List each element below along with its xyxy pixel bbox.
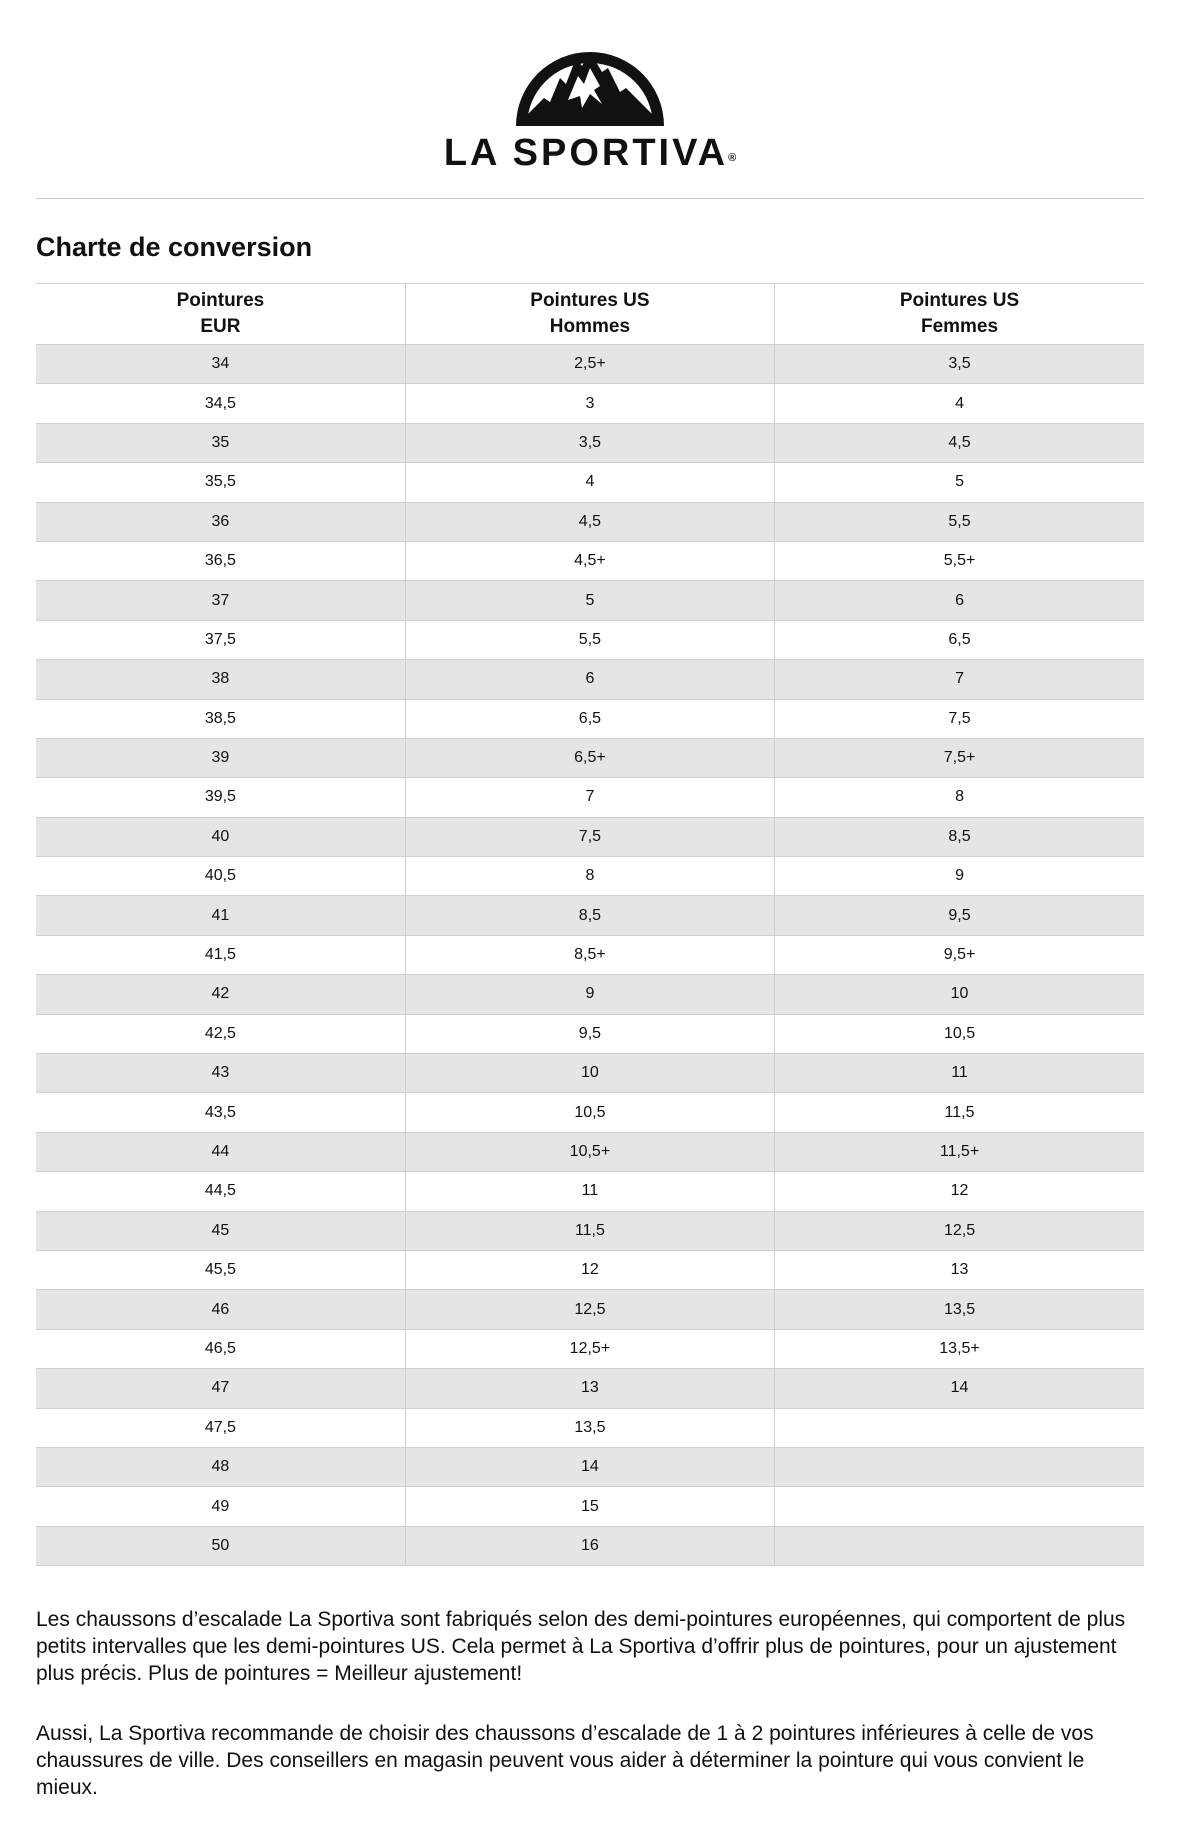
table-body: [36, 345, 1144, 1566]
table-row: [36, 1447, 1144, 1486]
cell-us-women: 13,5: [775, 1290, 1144, 1329]
cell-us-women: 9: [775, 857, 1144, 896]
cell-us-men: 7,5: [405, 817, 774, 856]
cell-us-women: [775, 1487, 1144, 1526]
cell-us-women: 12: [775, 1172, 1144, 1211]
cell-us-women: 9,5+: [775, 935, 1144, 974]
cell-eur: 36: [36, 502, 405, 541]
cell-eur: 47,5: [36, 1408, 405, 1447]
cell-us-women: 11,5: [775, 1093, 1144, 1132]
cell-eur: 45: [36, 1211, 405, 1250]
cell-eur: 35: [36, 423, 405, 462]
cell-eur: 37: [36, 581, 405, 620]
note-paragraph-half-sizes: Les chaussons d’escalade La Sportiva sont fabriqués selon des demi-pointures européennes, qui comportent de plus petits intervalles que les demi-pointures US. Cela permet à La Sportiva d’offrir plus de pointures, pour un ajustement plus précis. Plus de pointures = Meilleur ajustement!: [36, 1608, 1126, 1685]
cell-eur: 50: [36, 1526, 405, 1565]
cell-us-men: 8: [405, 857, 774, 896]
mountain-logo-icon: [510, 38, 670, 128]
cell-eur: 44,5: [36, 1172, 405, 1211]
cell-us-men: 11,5: [405, 1211, 774, 1250]
cell-eur: 35,5: [36, 463, 405, 502]
cell-us-men: 2,5+: [405, 345, 774, 384]
cell-us-men: 8,5: [405, 896, 774, 935]
cell-us-men: 9,5: [405, 1014, 774, 1053]
table-row: [36, 1132, 1144, 1171]
table-row: [36, 975, 1144, 1014]
table-row: [36, 738, 1144, 777]
table-row: [36, 581, 1144, 620]
cell-eur: 39,5: [36, 778, 405, 817]
cell-us-women: 6: [775, 581, 1144, 620]
table-row: [36, 1250, 1144, 1289]
cell-eur: 37,5: [36, 620, 405, 659]
cell-eur: 46,5: [36, 1329, 405, 1368]
cell-us-men: 6: [405, 660, 774, 699]
note-paragraph-recommendation: Aussi, La Sportiva recommande de choisir des chaussons d’escalade de 1 à 2 pointures inférieures à celle de vos chaussures de ville. Des conseillers en magasin peuvent vous aider à déterminer la pointure qui vous convient le mieux.: [36, 1722, 1094, 1799]
cell-us-men: 13,5: [405, 1408, 774, 1447]
table-row: [36, 1369, 1144, 1408]
cell-eur: 42,5: [36, 1014, 405, 1053]
cell-us-men: 5: [405, 581, 774, 620]
size-conversion-table: [36, 283, 1144, 1566]
cell-us-men: 9: [405, 975, 774, 1014]
cell-us-women: 7,5: [775, 699, 1144, 738]
cell-eur: 40,5: [36, 857, 405, 896]
cell-us-women: 11,5+: [775, 1132, 1144, 1171]
cell-us-men: 3,5: [405, 423, 774, 462]
cell-us-women: 9,5: [775, 896, 1144, 935]
table-header-row: [36, 284, 1144, 345]
cell-eur: 43: [36, 1054, 405, 1093]
cell-us-women: 8: [775, 778, 1144, 817]
cell-us-men: 14: [405, 1447, 774, 1486]
cell-eur: 41: [36, 896, 405, 935]
cell-eur: 41,5: [36, 935, 405, 974]
table-row: [36, 857, 1144, 896]
table-row: [36, 896, 1144, 935]
table-row: [36, 1014, 1144, 1053]
table-row: [36, 1487, 1144, 1526]
table-row: [36, 423, 1144, 462]
cell-us-men: 13: [405, 1369, 774, 1408]
table-row: [36, 1329, 1144, 1368]
cell-us-women: 8,5: [775, 817, 1144, 856]
cell-us-men: 6,5+: [405, 738, 774, 777]
cell-us-women: 5: [775, 463, 1144, 502]
cell-us-men: 4,5+: [405, 541, 774, 580]
cell-us-men: 8,5+: [405, 935, 774, 974]
cell-us-men: 10,5+: [405, 1132, 774, 1171]
cell-us-men: 4,5: [405, 502, 774, 541]
table-row: [36, 502, 1144, 541]
table-row: [36, 384, 1144, 423]
cell-us-women: 5,5: [775, 502, 1144, 541]
cell-eur: 49: [36, 1487, 405, 1526]
cell-eur: 36,5: [36, 541, 405, 580]
column-header-us-women: Pointures US Femmes: [775, 284, 1144, 345]
table-row: [36, 1408, 1144, 1447]
cell-us-women: 4: [775, 384, 1144, 423]
cell-us-men: 10: [405, 1054, 774, 1093]
cell-us-men: 7: [405, 778, 774, 817]
table-row: [36, 817, 1144, 856]
table-row: [36, 935, 1144, 974]
table-row: [36, 1290, 1144, 1329]
cell-us-women: 7,5+: [775, 738, 1144, 777]
cell-us-men: 15: [405, 1487, 774, 1526]
cell-us-women: 10,5: [775, 1014, 1144, 1053]
table-row: [36, 1526, 1144, 1565]
cell-eur: 34: [36, 345, 405, 384]
cell-eur: 34,5: [36, 384, 405, 423]
cell-eur: 47: [36, 1369, 405, 1408]
cell-us-men: 5,5: [405, 620, 774, 659]
column-header-us-men: Pointures US Hommes: [405, 284, 774, 345]
cell-us-women: 12,5: [775, 1211, 1144, 1250]
cell-us-men: 6,5: [405, 699, 774, 738]
cell-eur: 43,5: [36, 1093, 405, 1132]
table-row: [36, 699, 1144, 738]
brand-logo: [0, 38, 1180, 175]
cell-us-women: 14: [775, 1369, 1144, 1408]
cell-us-women: [775, 1408, 1144, 1447]
cell-us-men: 10,5: [405, 1093, 774, 1132]
table-row: [36, 620, 1144, 659]
table-row: [36, 1172, 1144, 1211]
column-header-eur: Pointures EUR: [36, 284, 405, 345]
cell-eur: 38,5: [36, 699, 405, 738]
table-row: [36, 660, 1144, 699]
cell-us-women: [775, 1526, 1144, 1565]
cell-us-women: 5,5+: [775, 541, 1144, 580]
cell-eur: 44: [36, 1132, 405, 1171]
cell-us-men: 12: [405, 1250, 774, 1289]
table-row: [36, 1093, 1144, 1132]
cell-us-women: 10: [775, 975, 1144, 1014]
cell-us-women: 13: [775, 1250, 1144, 1289]
cell-us-women: 13,5+: [775, 1329, 1144, 1368]
cell-eur: 39: [36, 738, 405, 777]
header-divider: [36, 198, 1144, 199]
cell-us-women: 4,5: [775, 423, 1144, 462]
cell-us-women: 6,5: [775, 620, 1144, 659]
cell-eur: 46: [36, 1290, 405, 1329]
cell-eur: 40: [36, 817, 405, 856]
cell-us-men: 16: [405, 1526, 774, 1565]
cell-eur: 48: [36, 1447, 405, 1486]
cell-us-men: 11: [405, 1172, 774, 1211]
table-row: [36, 463, 1144, 502]
cell-us-men: 12,5: [405, 1290, 774, 1329]
cell-us-men: 3: [405, 384, 774, 423]
cell-us-women: 11: [775, 1054, 1144, 1093]
table-row: [36, 1054, 1144, 1093]
table-row: [36, 1211, 1144, 1250]
table-row: [36, 778, 1144, 817]
cell-us-women: [775, 1447, 1144, 1486]
cell-us-women: 3,5: [775, 345, 1144, 384]
table-row: [36, 345, 1144, 384]
cell-us-men: 12,5+: [405, 1329, 774, 1368]
cell-eur: 42: [36, 975, 405, 1014]
cell-us-men: 4: [405, 463, 774, 502]
table-row: [36, 541, 1144, 580]
cell-us-women: 7: [775, 660, 1144, 699]
table-header: [36, 284, 1144, 345]
page-title: Charte de conversion: [36, 232, 313, 262]
cell-eur: 38: [36, 660, 405, 699]
cell-eur: 45,5: [36, 1250, 405, 1289]
brand-wordmark: LA SPORTIVA®: [443, 132, 737, 174]
